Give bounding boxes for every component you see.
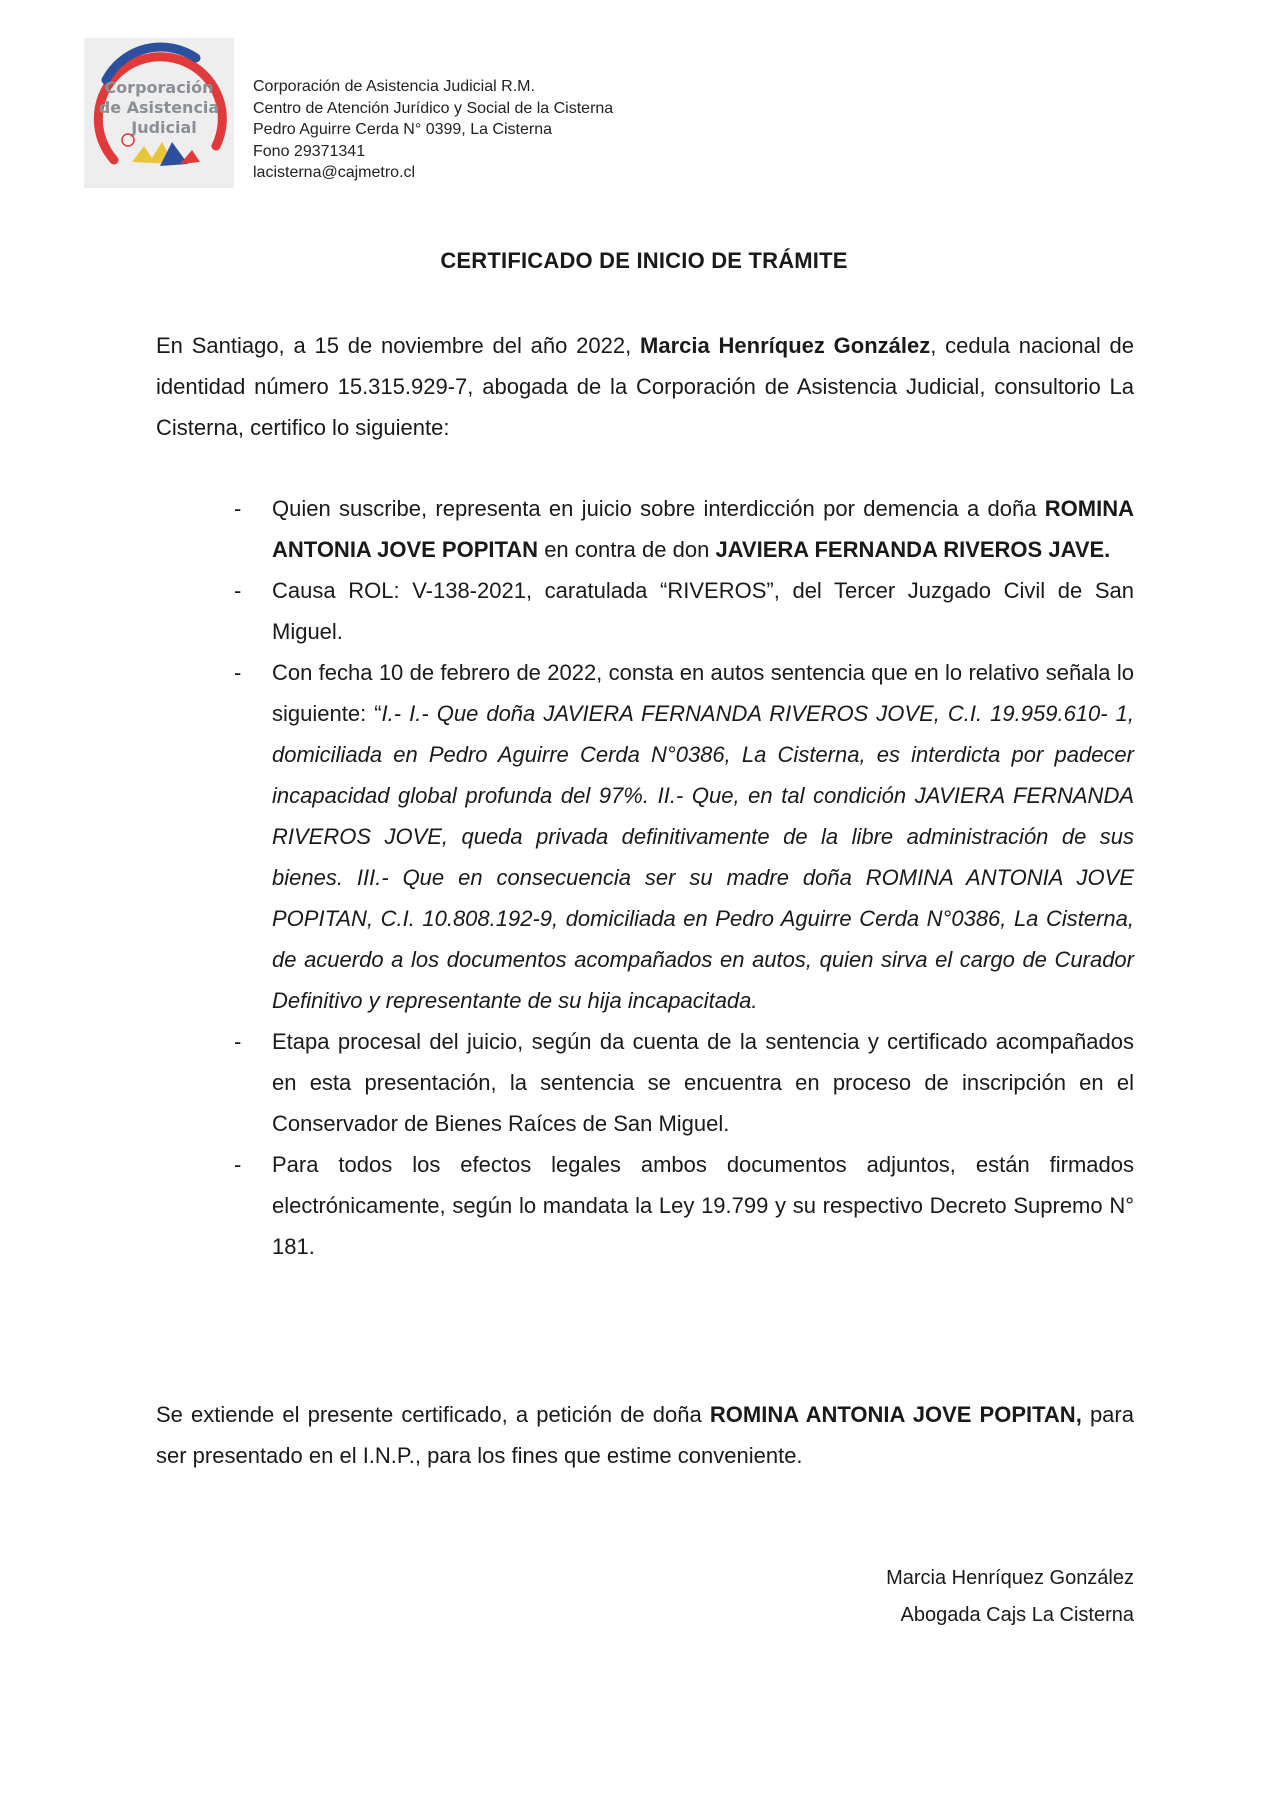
item1-defendant-name: JAVIERA FERNANDA RIVEROS JAVE. (715, 537, 1111, 562)
signature-name: Marcia Henríquez González (886, 1567, 1134, 1589)
signature-block (886, 1560, 1134, 1634)
logo-graphic (84, 38, 234, 188)
lawyer-name: Marcia Henríquez González (640, 333, 931, 358)
document-title: CERTIFICADO DE INICIO DE TRÁMITE (440, 248, 848, 273)
list-item-representation (156, 488, 1134, 570)
list-item-legal-effects (156, 1144, 1134, 1267)
intro-paragraph (156, 325, 1134, 448)
closing-pre: Se extiende el presente certificado, a petición de doña (156, 1402, 710, 1427)
item4-text: Etapa procesal del juicio, según da cuenta de la sentencia y certificado acompañados en esta presentación, la sentencia se encuentra en proceso de inscripción en el Conservador de Bienes Raíces de San Miguel. (272, 1029, 1134, 1136)
signature-role: Abogada Cajs La Cisterna (900, 1604, 1134, 1626)
org-email: lacisterna@cajmetro.cl (253, 164, 416, 181)
list-item-case-rol (156, 570, 1134, 652)
intro-pre: En Santiago, a 15 de noviembre del año 2022, (156, 333, 641, 358)
dash-bullet: - (234, 1029, 242, 1054)
item1-pre: Quien suscribe, representa en juicio sobre interdicción por demencia a doña (272, 496, 1045, 521)
item1-mid: en contra de don (538, 537, 716, 562)
organization-address-block (253, 76, 613, 184)
closing-client-name: ROMINA ANTONIA JOVE POPITAN, (709, 1402, 1082, 1427)
dash-bullet: - (234, 578, 242, 603)
logo-line-3: Judicial (131, 118, 197, 137)
item3-pre: Con fecha 10 de febrero de 2022, consta en autos sentencia que en lo relativo señala lo siguiente: “ (272, 660, 1134, 726)
logo-line-2: de Asistencia (98, 98, 220, 117)
item2-text: Causa ROL: V-138-2021, caratulada “RIVEROS”, del Tercer Juzgado Civil de San Miguel. (272, 578, 1134, 644)
corporacion-logo (84, 38, 234, 188)
item5-text: Para todos los efectos legales ambos documentos adjuntos, están firmados electrónicamente, según lo mandata la Ley 19.799 y su respectivo Decreto Supremo N° 181. (272, 1152, 1134, 1259)
item1-client-name: ROMINA ANTONIA JOVE POPITAN (272, 496, 1134, 562)
closing-paragraph (156, 1394, 1134, 1476)
org-address: Pedro Aguirre Cerda N° 0399, La Cisterna (253, 121, 553, 138)
org-name: Corporación de Asistencia Judicial R.M. (253, 78, 535, 95)
certification-list (156, 488, 1134, 1267)
list-item-procedural-stage (156, 1021, 1134, 1144)
dash-bullet: - (234, 496, 242, 521)
logo-line-1: Corporación (104, 78, 214, 97)
org-center: Centro de Atención Jurídico y Social de la Cisterna (253, 99, 614, 117)
list-item-sentence (156, 652, 1134, 1021)
item3-sentence-quote: I.- I.- Que doña JAVIERA FERNANDA RIVEROS JOVE, C.I. 19.959.610- 1, domiciliada en Pedro Aguirre Cerda N°0386, La Cisterna, es interdicta por padecer incapacidad global profunda del 97%. II.- Que, en tal condición JAVIERA FERNANDA RIVEROS JOVE, queda privada definitivamente de la libre administración de sus bienes. III.- Que en consecuencia ser su madre doña ROMINA ANTONIA JOVE POPITAN, C.I. 10.808.192-9, domiciliada en Pedro Aguirre Cerda N°0386, La Cisterna, de acuerdo a los documentos acompañados en autos, quien sirva el cargo de Curador Definitivo y representante de su hija incapacitada. (272, 701, 1134, 1013)
closing-post: para ser presentado en el I.N.P., para los fines que estime conveniente. (156, 1402, 1134, 1468)
org-phone: Fono 29371341 (253, 142, 366, 160)
dash-bullet: - (234, 1152, 242, 1177)
dash-bullet: - (234, 660, 242, 685)
intro-post: , cedula nacional de identidad número 15.315.929-7, abogada de la Corporación de Asistencia Judicial, consultorio La Cisterna, certifico lo siguiente: (156, 333, 1134, 440)
